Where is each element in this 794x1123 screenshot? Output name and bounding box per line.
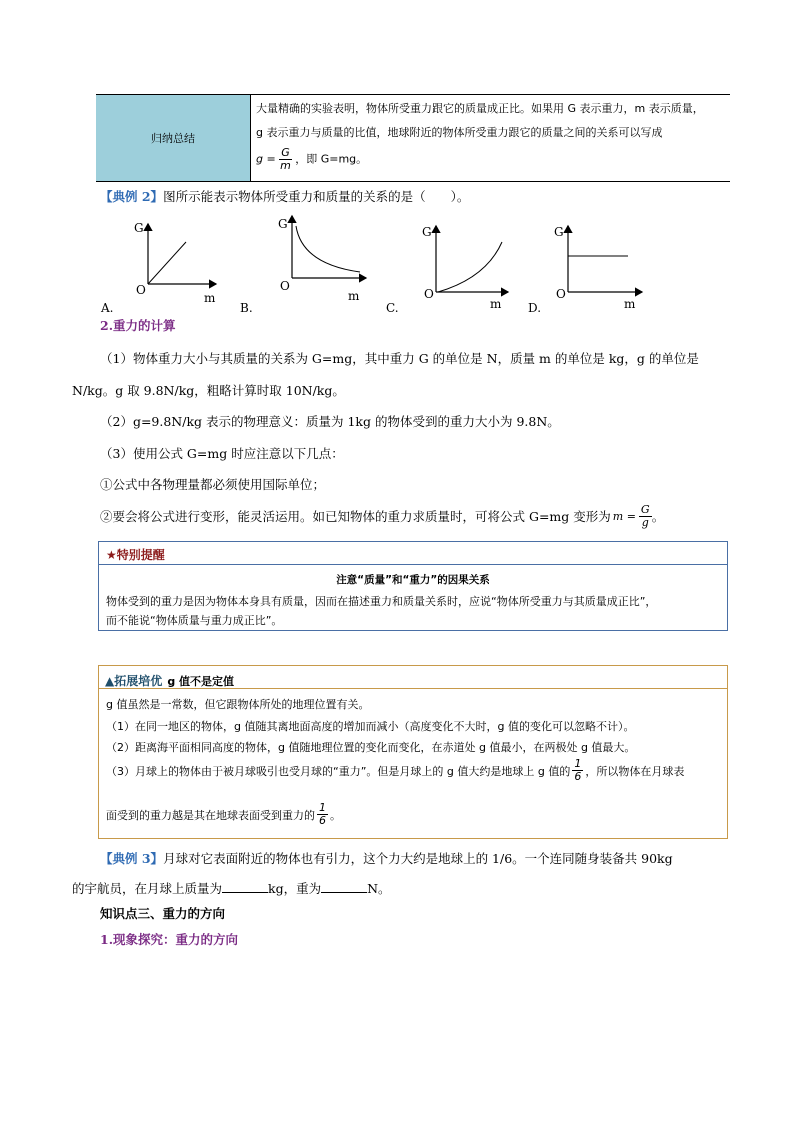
graph-c-y-label: G <box>422 225 432 239</box>
graph-a-x-label: m <box>204 291 216 305</box>
section2-p5-line <box>100 504 664 529</box>
extension-title-tail: g 值不是定值 <box>167 675 235 688</box>
graph-d-origin: O <box>556 287 566 301</box>
extension-title: ▲拓展培优 <box>105 674 163 688</box>
graph-b-x-label: m <box>348 289 360 303</box>
extension-line1: g 值虽然是一常数，但它跟物体所处的地理位置有关。 <box>106 698 370 711</box>
reminder-box <box>98 541 728 631</box>
example3-text1: 月球对它表面附近的物体也有引力，这个力大约是地球上的 1/6。一个连同随身装备共 90kg <box>163 851 673 866</box>
example2-tag: 【典例 2】 <box>100 189 164 204</box>
mass-answer-blank[interactable] <box>222 880 268 893</box>
p5-tail: 。 <box>651 508 665 524</box>
graph-c-option: C. <box>386 301 399 315</box>
graph-a-origin: O <box>136 283 146 297</box>
extension-line5a: 面受到的重力越是其在地球表面受到重力的 <box>106 808 315 822</box>
extension-line3: （2）距离海平面相同高度的物体，g 值随地理位置的变化而变化，在赤道处 g 值最小，在两极处 g 值最大。 <box>106 741 636 754</box>
reminder-subtitle: 注意“质量”和“重力”的因果关系 <box>336 574 490 586</box>
graph-a <box>100 221 216 315</box>
example2-graphs <box>96 212 656 318</box>
extension-line4 <box>106 758 684 783</box>
p5-fraction: $\frac{G}{g}$ <box>640 503 650 529</box>
summary-label: 归纳总结 <box>151 132 195 145</box>
extension-line2: （1）在同一地区的物体，g 值随其离地面高度的增加而减小（高度变化不大时，g 值的变化可以忽略不计）。 <box>106 720 635 733</box>
summary-label-cell <box>96 95 251 181</box>
graph-d <box>528 225 642 315</box>
formula-lhs: g = <box>256 152 276 166</box>
extension-title-line <box>105 670 234 689</box>
section2-p4: ①公式中各物理量都必须使用国际单位； <box>100 477 326 492</box>
example2-question-line <box>100 187 469 207</box>
example3-text2b: kg，重为 <box>268 881 322 896</box>
example3-tag: 【典例 3】 <box>100 851 164 866</box>
graph-a-option: A. <box>101 301 114 315</box>
section2-p5: ②要会将公式进行变形，能灵活运用。如已知物体的重力求质量时，可将公式 G=mg 变形为 <box>100 508 611 524</box>
example3-line2 <box>72 879 391 899</box>
reminder-title: ★特别提醒 <box>106 548 165 562</box>
section3-sub: 1.现象探究：重力的方向 <box>100 932 239 947</box>
example3-text2c: N。 <box>367 881 391 896</box>
extension-fraction-1: $\frac{1}{6}$ <box>574 757 582 783</box>
extension-line5b: 。 <box>330 808 341 822</box>
graph-b-origin: O <box>280 279 290 293</box>
extension-line4b: ，所以物体在月球表 <box>585 764 685 778</box>
example3-text2a: 的宇航员，在月球上质量为 <box>72 881 223 896</box>
graph-c-curve <box>438 242 502 292</box>
graph-d-y-label: G <box>554 225 564 239</box>
graph-c <box>386 225 508 315</box>
formula-tail: ，即 G=mg。 <box>295 152 368 166</box>
extension-fraction-2: $\frac{1}{6}$ <box>319 801 326 827</box>
graph-c-x-label: m <box>490 297 502 311</box>
graph-d-x-label: m <box>624 297 636 311</box>
reminder-line1: 物体受到的重力是因为物体本身具有质量，因而在描述重力和质量关系时，应说“物体所受重力与其质量成正比”， <box>106 595 657 608</box>
section2-p3: （3）使用公式 G=mg 时应注意以下几点： <box>100 446 344 461</box>
summary-formula <box>256 147 730 172</box>
graph-b-curve <box>296 226 360 272</box>
summary-line2: g 表示重力与质量的比值，地球附近的物体所受重力跟它的质量之间的关系可以写成 <box>256 126 663 139</box>
graph-c-origin: O <box>424 287 434 301</box>
section2-p1a: （1）物体重力大小与其质量的关系为 G=mg，其中重力 G 的单位是 N，质量 m 的单位是 kg，g 的单位是 <box>100 351 699 366</box>
extension-line5 <box>106 802 341 827</box>
extension-box <box>98 665 728 839</box>
summary-line1: 大量精确的实验表明，物体所受重力跟它的质量成正比。如果用 G 表示重力，m 表示质量， <box>256 102 704 115</box>
summary-content <box>256 97 730 172</box>
graph-b <box>240 216 366 315</box>
graph-d-option: D. <box>528 301 542 315</box>
weight-answer-blank[interactable] <box>321 880 367 893</box>
section2-title: 2.重力的计算 <box>100 318 176 333</box>
formula-fraction: $\frac{G}{m}$ <box>280 146 291 172</box>
graph-a-line <box>148 242 186 284</box>
summary-table <box>96 94 730 182</box>
example3-line1 <box>100 849 673 869</box>
graph-b-y-label: G <box>278 217 288 231</box>
example2-question: 图所示能表示物体所受重力和质量的关系的是（ ）。 <box>163 189 470 204</box>
graph-a-y-label: G <box>134 221 144 235</box>
section2-p2: （2）g=9.8N/kg 表示的物理意义：质量为 1kg 的物体受到的重力大小为 9.8N。 <box>100 414 560 429</box>
section2-p1b: N/kg。g 取 9.8N/kg，粗略计算时取 10N/kg。 <box>72 383 345 398</box>
reminder-line2: 而不能说“物体质量与重力成正比”。 <box>106 614 283 627</box>
p5-lhs: m = <box>612 509 636 523</box>
extension-line4a: （3）月球上的物体由于被月球吸引也受月球的“重力”。但是月球上的 g 值大约是地球上 g 值的 <box>106 764 571 778</box>
section3-heading: 知识点三、重力的方向 <box>100 906 226 921</box>
graph-b-option: B. <box>240 301 253 315</box>
